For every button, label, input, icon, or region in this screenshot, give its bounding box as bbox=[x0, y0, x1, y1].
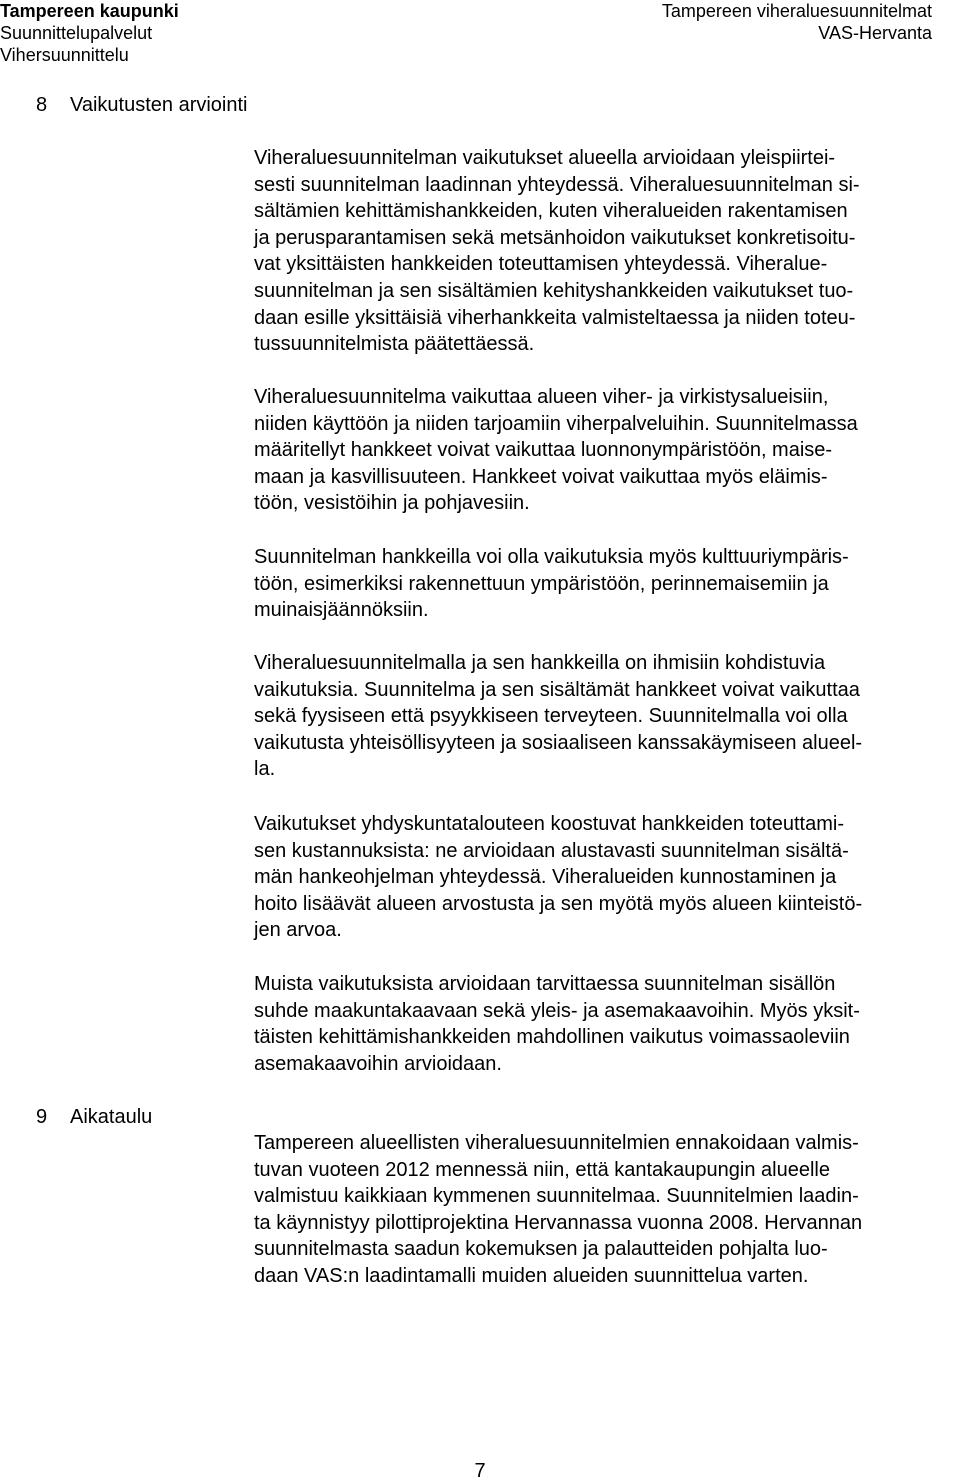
paragraph-schedule bbox=[254, 1130, 960, 1290]
text-line: Vaikutukset yhdyskuntatalouteen koostuvat hankkeiden toteuttami- bbox=[254, 813, 844, 835]
section-heading-schedule bbox=[36, 1104, 152, 1130]
text-line: Viheraluesuunnitelmalla ja sen hankkeilla on ihmisiin kohdistuvia bbox=[254, 652, 826, 674]
text-line: la. bbox=[254, 758, 276, 781]
department-name: Suunnittelupalvelut bbox=[0, 23, 153, 43]
text-line: daan esille yksittäisiä viherhankkeita valmisteltaessa ja niiden toteu- bbox=[254, 306, 856, 329]
section-number: 8 bbox=[36, 94, 48, 116]
text-line: määritellyt hankkeet voivat vaikuttaa luonnonympäristöön, maise- bbox=[254, 439, 833, 462]
text-line: sekä fyysiseen että psyykkiseen terveyteen. Suunnitelmalla voi olla bbox=[254, 705, 848, 728]
text-line: Viheraluesuunnitelman vaikutukset alueella arvioidaan yleispiirtei- bbox=[254, 147, 836, 169]
text-line: Muista vaikutuksista arvioidaan tarvittaessa suunnitelman sisällön bbox=[254, 973, 836, 995]
text-line: valmistuu kaikkiaan kymmenen suunnitelmaa. Suunnitelmien laadin- bbox=[254, 1185, 859, 1208]
text-line: täisten kehittämishankkeiden mahdollinen vaikutus voimassaoleviin bbox=[254, 1026, 850, 1049]
text-line: suunnitelmasta saadun kokemuksen ja palautteiden pohjalta luo- bbox=[254, 1238, 828, 1261]
text-line: sen kustannuksista: ne arvioidaan alustavasti suunnitelman sisältä- bbox=[254, 839, 849, 862]
text-line: tuvan vuoteen 2012 mennessä niin, että kantakaupungin alueelle bbox=[254, 1158, 830, 1181]
text-line: hoito lisäävät alueen arvostusta ja sen myötä myös alueen kiinteistö- bbox=[254, 892, 863, 915]
paragraph-cultural-impact bbox=[254, 544, 960, 624]
text-line: Suunnitelman hankkeilla voi olla vaikutuksia myös kulttuuriympäris- bbox=[254, 546, 849, 568]
text-line: asemakaavoihin arvioidaan. bbox=[254, 1052, 502, 1075]
paragraph-social-impact bbox=[254, 650, 960, 783]
text-line: töön, esimerkiksi rakennettuun ympäristöön, perinnemaisemiin ja bbox=[254, 572, 829, 595]
text-line: ta käynnistyy pilottiprojektina Hervannassa vuonna 2008. Hervannan bbox=[254, 1211, 863, 1234]
paragraph-economic-impact bbox=[254, 811, 960, 944]
text-line: Tampereen alueellisten viheraluesuunnitelmien ennakoidaan valmis- bbox=[254, 1132, 859, 1154]
text-line: sesti suunnitelman laadinnan yhteydessä. Viheraluesuunnitelman si- bbox=[254, 173, 860, 196]
text-line: daan VAS:n laadintamalli muiden alueiden suunnittelua varten. bbox=[254, 1264, 809, 1287]
text-line: tussuunnitelmista päätettäessä. bbox=[254, 333, 535, 356]
text-line: töön, vesistöihin ja pohjavesiin. bbox=[254, 492, 530, 515]
section-number: 9 bbox=[36, 1106, 48, 1128]
text-line: jen arvoa. bbox=[254, 919, 342, 942]
text-line: sältämien kehittämishankkeiden, kuten viheralueiden rakentamisen bbox=[254, 200, 848, 223]
header-left bbox=[0, 0, 179, 66]
text-line: suhde maakuntakaavaan sekä yleis- ja asemakaavoihin. Myös yksit- bbox=[254, 999, 860, 1022]
text-line: ja perusparantamisen sekä metsänhoidon vaikutukset konkretisoitu- bbox=[254, 226, 856, 249]
text-line: vaikutuksia. Suunnitelma ja sen sisältämät hankkeet voivat vaikuttaa bbox=[254, 678, 860, 701]
text-line: muinaisjäännöksiin. bbox=[254, 599, 429, 622]
text-line: vaikutusta yhteisöllisyyteen ja sosiaaliseen kanssakäymiseen alueel- bbox=[254, 731, 863, 754]
organization-name: Tampereen kaupunki bbox=[0, 1, 179, 21]
text-line: niiden käyttöön ja niiden tarjoamiin viherpalveluihin. Suunnitelmassa bbox=[254, 412, 858, 435]
text-line: män hankeohjelman yhteydessä. Viheralueiden kunnostaminen ja bbox=[254, 866, 837, 889]
document-area-name: VAS-Hervanta bbox=[818, 23, 932, 43]
paragraph-zoning-impact bbox=[254, 971, 960, 1077]
paragraph-impact-overview bbox=[254, 145, 960, 358]
text-line: Viheraluesuunnitelma vaikuttaa alueen viher- ja virkistysalueisiin, bbox=[254, 386, 829, 408]
unit-name: Vihersuunnittelu bbox=[0, 45, 129, 65]
section-title: Aikataulu bbox=[70, 1106, 153, 1128]
page-number: 7 bbox=[474, 1460, 486, 1482]
text-line: maan ja kasvillisuuteen. Hankkeet voivat vaikuttaa myös eläimis- bbox=[254, 465, 828, 488]
document-series-title: Tampereen viheraluesuunnitelmat bbox=[661, 1, 932, 21]
text-line: vat yksittäisten hankkeiden toteuttamisen yhteydessä. Viheralue- bbox=[254, 253, 828, 276]
header-right bbox=[662, 0, 932, 44]
text-line: suunnitelman ja sen sisältämien kehityshankkeiden vaikutukset tuo- bbox=[254, 279, 854, 302]
section-title: Vaikutusten arviointi bbox=[70, 94, 248, 116]
paragraph-environmental-impact bbox=[254, 384, 960, 517]
section-heading-impact-assessment bbox=[36, 92, 248, 118]
